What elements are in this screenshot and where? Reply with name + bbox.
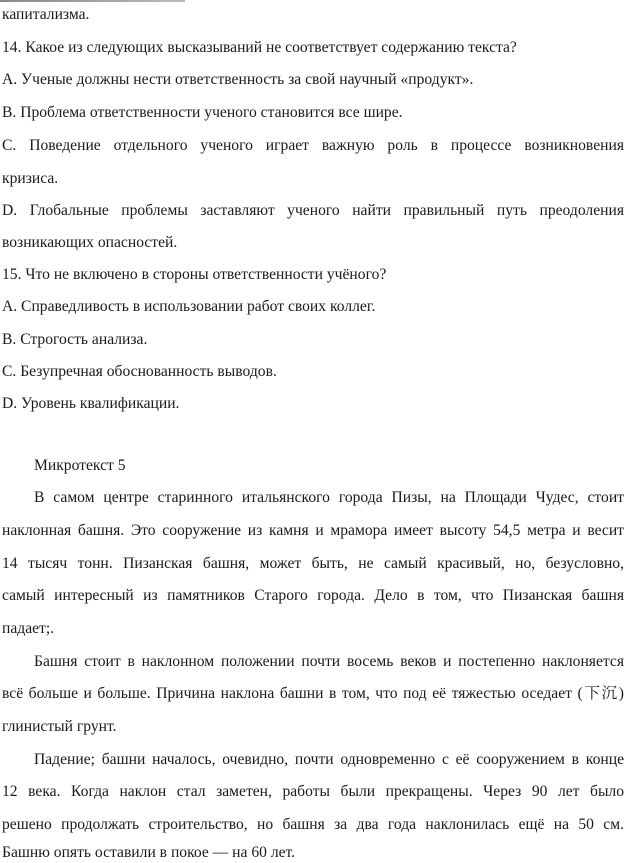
question-14-option-d: D. Глобальные проблемы заставляют ученого найти правильный путь преодоления (2, 202, 624, 219)
paragraph-1-line: 14 тысяч тонн. Пизанская башня, может быть, не самый красивый, но, безусловно, (2, 555, 624, 572)
question-14-option-d-cont: возникающих опасностей. (2, 234, 178, 251)
paragraph-3-line: 12 века. Когда наклон стал заметен, работы были прекращены. Через 90 лет было (2, 783, 624, 800)
question-14-option-a: А. Ученые должны нести ответственность за свой научный «продукт». (2, 71, 474, 88)
question-15-option-b: В. Строгость анализа. (2, 331, 148, 348)
question-15-option-a: А. Справедливость в использовании работ своих коллег. (2, 298, 376, 315)
paragraph-2-line: глинистый грунт. (2, 718, 117, 735)
question-14-option-c: С. Поведение отдельного ученого играет важную роль в процессе возникновения (2, 137, 624, 154)
question-15-text: 15. Что не включено в стороны ответственности учёного? (2, 266, 387, 283)
intro-tail: капитализма. (2, 6, 90, 23)
paragraph-1-line: самый интересный из памятников Старого города. Дело в том, что Пизанская башня (2, 587, 624, 604)
paragraph-2-line: Башня стоит в наклонном положении почти восемь веков и постепенно наклоняется (34, 653, 624, 670)
question-15-option-d: D. Уровень квалификации. (2, 395, 180, 412)
question-14-option-c-cont: кризиса. (2, 170, 59, 187)
paragraph-3-line: Башню опять оставили в покое — на 60 лет. (2, 844, 296, 861)
paragraph-3-line: решено продолжать строительство, но башня за два года наклонилась ещё на 50 см. (2, 816, 624, 833)
paragraph-2-line: всё больше и больше. Причина наклона башни в том, что под её тяжестью оседает (下沉) (2, 685, 624, 702)
paragraph-1-line: падает;. (2, 620, 55, 637)
top-edge-line (0, 0, 185, 2)
question-15-option-c: С. Безупречная обоснованность выводов. (2, 363, 277, 380)
question-14-option-b: В. Проблема ответственности ученого становится все шире. (2, 104, 403, 121)
microtext-title: Микротекст 5 (34, 457, 126, 474)
question-14-text: 14. Какое из следующих высказываний не соответствует содержанию текста? (2, 39, 517, 56)
paragraph-1-line: В самом центре старинного итальянского города Пизы, на Площади Чудес, стоит (34, 489, 624, 506)
paragraph-1-line: наклонная башня. Это сооружение из камня и мрамора имеет высоту 54,5 метра и весит (2, 522, 624, 539)
paragraph-3-line: Падение; башни началось, очевидно, почти одновременно с её сооружением в конце (34, 751, 624, 768)
